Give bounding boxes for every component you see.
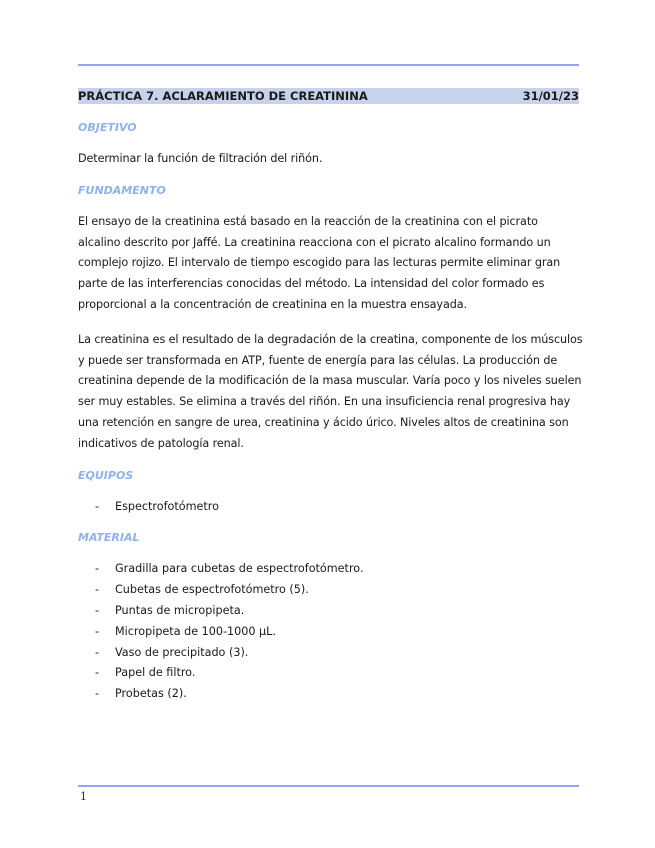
heading-equipos: EQUIPOS (78, 468, 134, 482)
material-list (78, 559, 583, 705)
list-item: - Papel de filtro. (78, 663, 583, 684)
objetivo-text: Determinar la función de filtración del riñón. (78, 152, 323, 165)
heading-objetivo: OBJETIVO (78, 121, 137, 134)
heading-material: MATERIAL (78, 531, 140, 545)
list-item: - Gradilla para cubetas de espectrofotómetro. (78, 559, 583, 580)
practice-date: 31/01/23 (522, 89, 579, 103)
header-rule (78, 64, 579, 66)
footer-rule (78, 785, 579, 787)
page-number: 1 (80, 790, 87, 803)
list-item: - Vaso de precipitado (3). (78, 643, 583, 664)
document-header (78, 88, 579, 104)
practice-title: PRÁCTICA 7. ACLARAMIENTO DE CREATININA (78, 89, 368, 103)
list-item: - Espectrofotómetro (78, 497, 583, 518)
equipos-list (78, 497, 583, 518)
document-body (78, 119, 583, 705)
fundamento-paragraph-1: El ensayo de la creatinina está basado en la reacción de la creatinina con el picrato alcalino descrito por Jaffé. La creatinina reacciona con el picrato alcalino formando un complejo rojizo. El intervalo de tiempo escogido para las lecturas permite eliminar gran parte de las interferencias conocidas del método. La intensidad del color formado es proporcional a la concentración de creatinina en la muestra ensayada. (78, 214, 561, 311)
list-item: - Probetas (2). (78, 684, 583, 705)
heading-fundamento: FUNDAMENTO (78, 183, 166, 197)
list-item: - Cubetas de espectrofotómetro (5). (78, 580, 583, 601)
list-item: - Micropipeta de 100-1000 µL. (78, 622, 583, 643)
fundamento-paragraph-2: La creatinina es el resultado de la degradación de la creatina, componente de los músculos y puede ser transformada en ATP, fuente de energía para las células. La producción de creatinina depende de la modificación de la masa muscular. Varía poco y los niveles suelen ser muy estables. Se elimina a través del riñón. En una insuficiencia renal progresiva hay una retención en sangre de urea, creatinina y ácido úrico. Niveles altos de creatinina son indicativos de patología renal. (78, 332, 583, 450)
list-item: - Puntas de micropipeta. (78, 601, 583, 622)
